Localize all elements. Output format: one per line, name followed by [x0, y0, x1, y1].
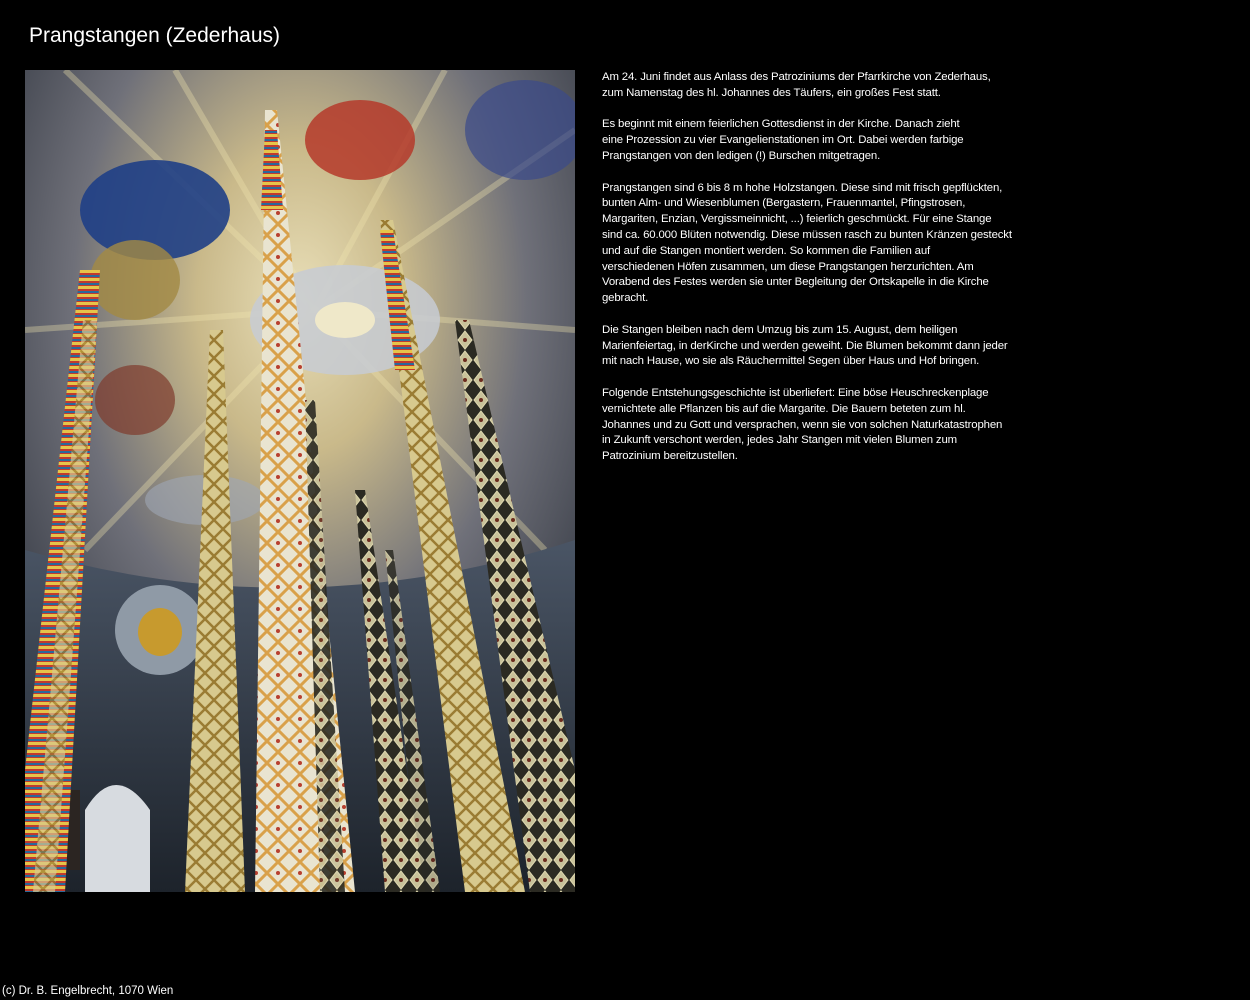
article-paragraph-2: Es beginnt mit einem feierlichen Gottesdienst in der Kirche. Danach zieht eine Prozession zu vier Evangelienstationen im Ort. Dabei werden farbige Prangstangen von den ledigen (!) Burschen mitgetragen. — [602, 118, 964, 162]
article-paragraph-5: Folgende Entstehungsgeschichte ist überliefert: Eine böse Heuschreckenplage vernichtete alle Pflanzen bis auf die Margarite. Die Bauern beteten zum hl. Johannes und zu Gott und versprachen, wenn sie von solchen Naturkatastrophen in Zukunft verschont werden, jedes Jahr Stangen mit vielen Blumen zum Patrozinium bereitzustellen. — [602, 386, 1003, 463]
article-paragraph-3: Prangstangen sind 6 bis 8 m hohe Holzstangen. Diese sind mit frisch gepflückten, bunten Alm- und Wiesenblumen (Bergastern, Frauenmantel, Pfingstrosen, Margariten, Enzian, Vergissmeinnicht, ...) feierlich geschmückt. Für eine Stange sind ca. 60.000 Blüten notwendig. Diese müssen rasch zu bunten Kränzen gesteckt und auf die Stangen montiert werden. So kommen die Familien auf verschiedenen Höfen zusammen, um diese Prangstangen herzurichten. Am Vorabend des Festes werden sie unter Begleitung der Ortskapelle in die Kirche gebracht. — [602, 181, 1012, 305]
article-paragraph-4: Die Stangen bleiben nach dem Umzug bis zum 15. August, dem heiligen Marienfeiertag, in derKirche und werden geweiht. Die Blumen bekommt dann jeder mit nach Hause, wo sie als Räuchermittel Segen über Haus und Hof bringen. — [602, 323, 1008, 368]
page-title: Prangstangen (Zederhaus) — [29, 24, 280, 47]
article-text — [602, 70, 1052, 481]
prangstangen-photo — [25, 70, 575, 892]
article-paragraph-1: Am 24. Juni findet aus Anlass des Patroziniums der Pfarrkirche von Zederhaus, zum Namenstag des hl. Johannes des Täufers, ein großes Fest statt. — [602, 71, 991, 99]
copyright-footer: (c) Dr. B. Engelbrecht, 1070 Wien — [2, 985, 174, 997]
